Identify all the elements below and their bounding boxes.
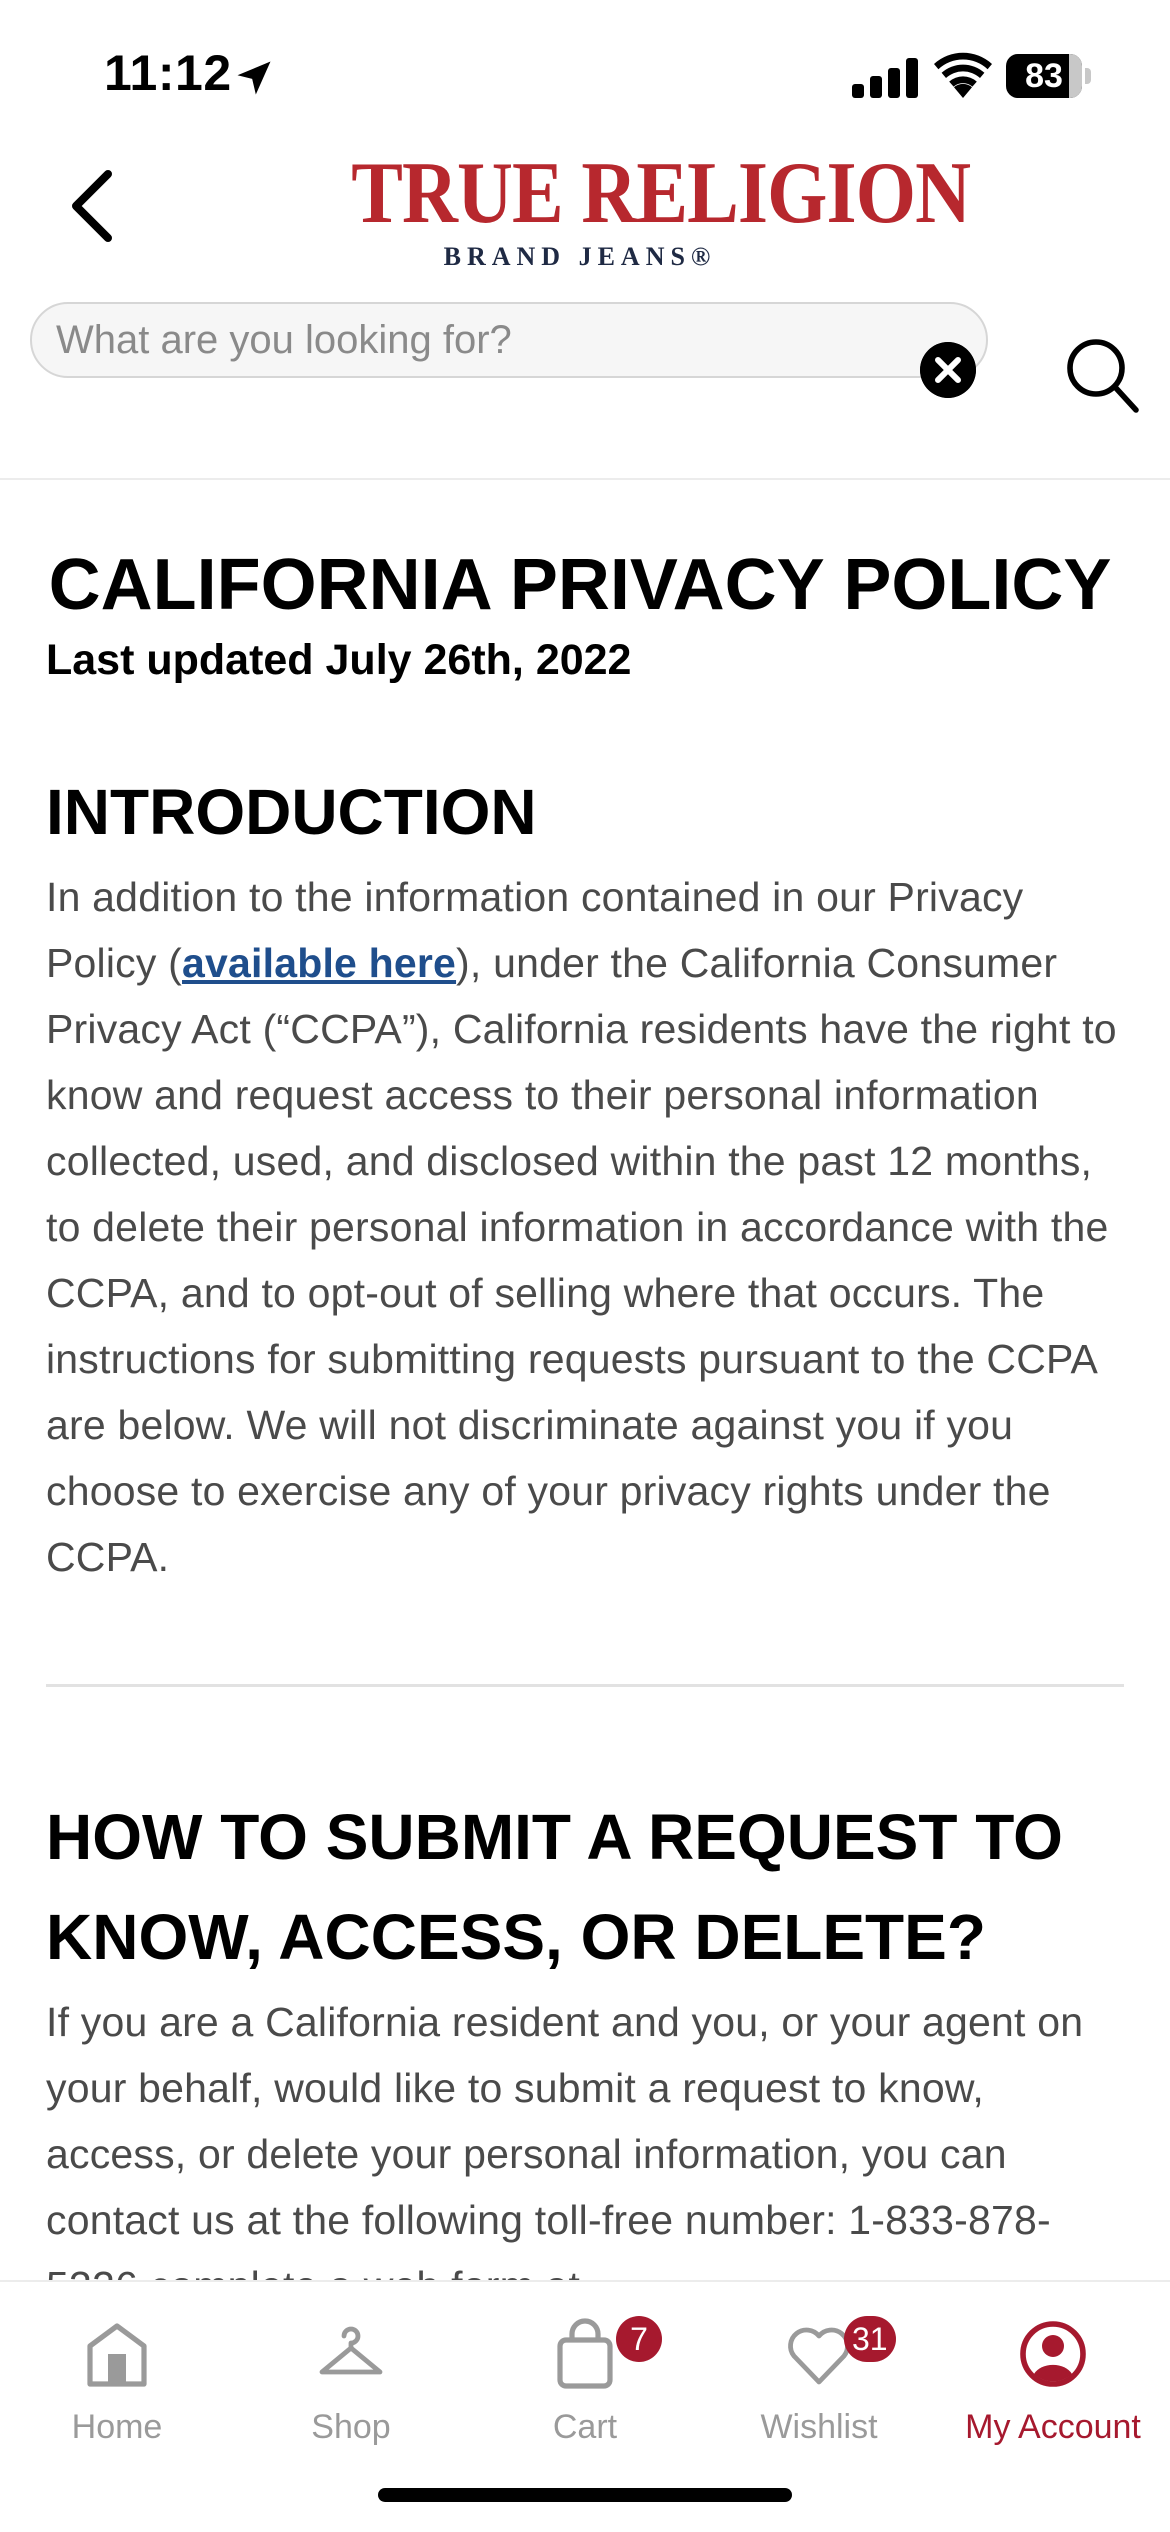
tab-wishlist-label: Wishlist <box>760 2408 878 2446</box>
cart-count-badge: 7 <box>616 2316 662 2362</box>
wifi-icon <box>934 52 992 98</box>
tab-cart-label: Cart <box>552 2408 618 2446</box>
hanger-icon <box>318 2318 384 2390</box>
clear-search-button[interactable] <box>920 342 976 398</box>
tab-cart[interactable] <box>468 2300 702 2450</box>
section-divider <box>46 1684 1124 1687</box>
brand-logo[interactable] <box>320 145 971 272</box>
submit-request-heading: HOW TO SUBMIT A REQUEST TO KNOW, ACCESS, OR DELETE? <box>46 1801 1063 1973</box>
tab-shop[interactable] <box>234 2300 468 2450</box>
introduction-heading: INTRODUCTION <box>46 776 537 848</box>
intro-text-start: In addition to the information contained in our Privacy Policy ( <box>46 874 1024 986</box>
home-indicator <box>378 2488 792 2502</box>
search-input[interactable] <box>56 304 916 376</box>
tab-my-account[interactable] <box>936 2300 1170 2450</box>
status-time: 11:12 <box>104 45 232 101</box>
tab-home[interactable] <box>0 2300 234 2450</box>
search-field[interactable] <box>30 302 988 378</box>
tab-my-account-label: My Account <box>965 2408 1141 2446</box>
tab-home-label: Home <box>71 2408 163 2446</box>
intro-text-end: ), under the California Consumer Privacy Act (“CCPA”), California residents have the right to know and request access to their personal information collected, used, and disclosed within the past 12 months, to delete their personal information in accordance with the CCPA, and to opt-out of selling where that occurs. The instructions for submitting requests pursuant to the CCPA are below. We will not discriminate against you if you choose to exercise any of your privacy rights under the CCPA. <box>46 940 1117 1580</box>
battery-level: 83 <box>1025 57 1063 95</box>
shopping-bag-icon <box>552 2318 618 2390</box>
page-title: CALIFORNIA PRIVACY POLICY <box>48 545 1112 625</box>
submit-request-paragraph: If you are a California resident and you, or your agent on your behalf, would like to submit a request to know, access, or delete your personal information, you can contact us at the following toll-free number: 1-833-878- <box>46 1999 1084 2243</box>
logo-wordmark: TRUE RELIGION <box>351 145 971 242</box>
introduction-paragraph <box>46 864 1124 1590</box>
cellular-signal-icon <box>852 58 918 98</box>
location-arrow-icon <box>232 56 276 100</box>
logo-tagline: BRAND JEANS® <box>443 242 717 271</box>
last-updated-date: Last updated July 26th, 2022 <box>46 636 632 684</box>
tab-wishlist[interactable] <box>702 2300 936 2450</box>
search-button[interactable] <box>1064 336 1140 416</box>
status-bar <box>0 0 1170 140</box>
header-divider <box>0 478 1170 480</box>
account-icon <box>1020 2318 1086 2390</box>
wishlist-count-badge: 31 <box>844 2316 896 2362</box>
tab-shop-label: Shop <box>311 2408 391 2446</box>
back-button[interactable] <box>60 168 120 244</box>
policy-content <box>46 540 1124 2319</box>
home-icon <box>84 2318 150 2390</box>
heart-icon <box>786 2318 852 2390</box>
battery-indicator <box>1006 54 1092 98</box>
privacy-policy-link[interactable]: available here <box>182 940 457 986</box>
